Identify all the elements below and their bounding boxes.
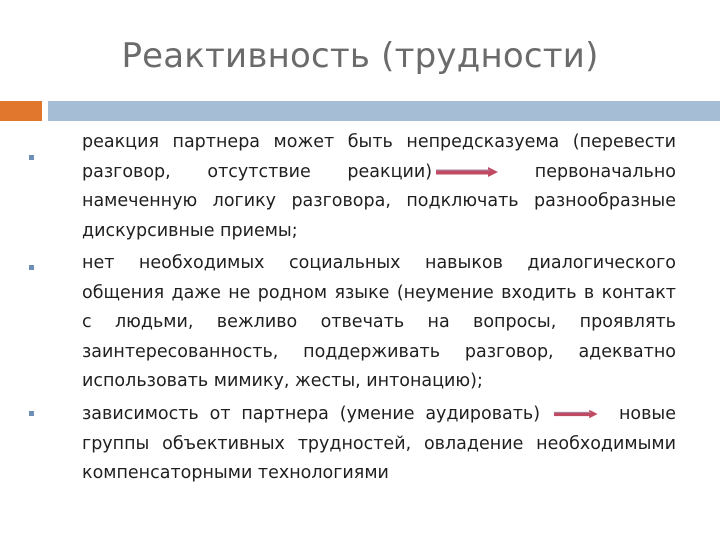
slide-title: Реактивность (трудности) xyxy=(121,36,599,76)
arrow-right-icon xyxy=(554,409,606,419)
bullet-marker xyxy=(29,265,34,270)
bullet-item-3 xyxy=(82,400,676,489)
bullet-item-1 xyxy=(82,128,676,246)
bullet-item-3-part-1: зависимость от партнера (умение аудировать) xyxy=(82,404,541,424)
bullet-item-1-part-1: реакция партнера может быть непредсказуема (перевести разговор, отсутствие реакции) xyxy=(82,132,676,182)
bullet-item-3-part-2: новые группы объективных трудностей, овладение необходимыми компенсаторными технологиями xyxy=(82,404,676,483)
bullet-marker xyxy=(29,411,34,416)
bullet-item-1-part-2: первоначально намеченную логику разговора, подключать разнообразные дискурсивные приемы; xyxy=(82,161,676,241)
bullet-item-2: нет необходимых социальных навыков диалогического общения даже не родном языке (неумение входить в контакт с людьми, вежливо отвечать на вопросы, проявлять заинтересованность, поддерживать разговор, адекватно использовать мимику, жесты, интонацию); xyxy=(82,253,676,391)
arrow-right-icon xyxy=(436,167,498,177)
bullet-marker xyxy=(29,155,34,160)
